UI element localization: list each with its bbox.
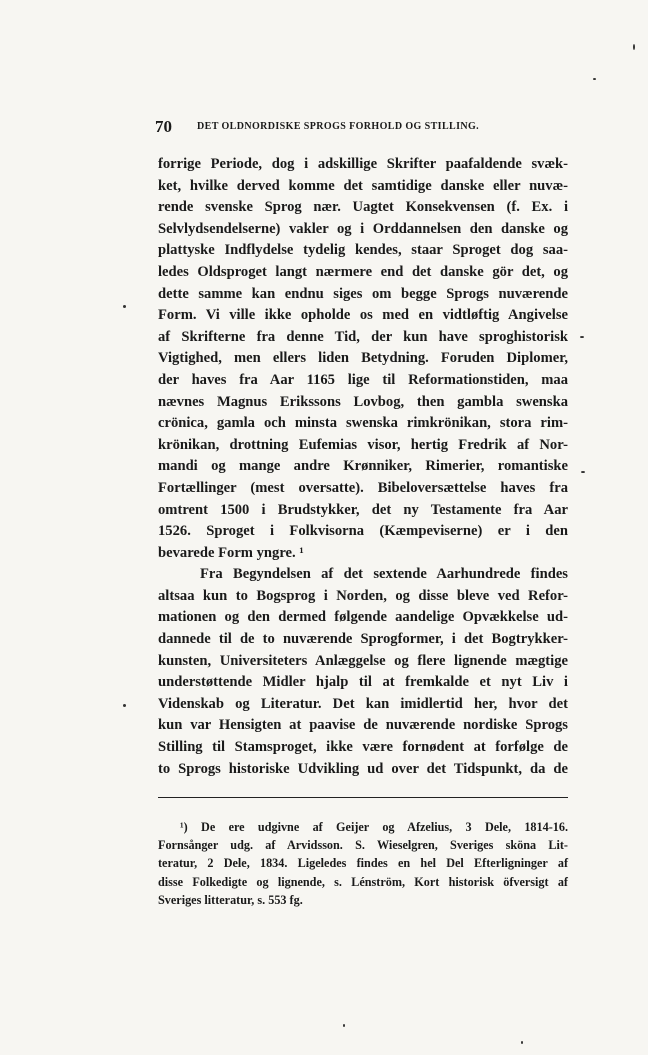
scan-speck: [521, 1041, 523, 1044]
text-line: omtrent 1500 i Brudstykker, det ny Testamente fra Aar: [158, 501, 568, 518]
text-line: nævnes Magnus Erikssons Lovbog, then gambla swenska: [158, 393, 568, 410]
text-line: understøttende Midler hjalp til at fremkalde et nyt Liv i: [158, 674, 568, 691]
page-header: [155, 117, 575, 135]
text-line: der haves fra Aar 1165 lige til Reformationstiden, maa: [158, 371, 568, 388]
text-line: kun var Hensigten at paavise de nuværende nordiske Sprogs: [158, 717, 568, 734]
text-line: mationen og den dermed følgende aandelige Opvækkelse ud-: [158, 609, 568, 626]
text-line: Form. Vi ville ikke opholde os med en vidtløftig Angivelse: [158, 307, 568, 324]
footnote-line: Sveriges litteratur, s. 553 fg.: [158, 892, 303, 907]
text-line: 1526. Sproget i Folkvisorna (Kæmpeviserne) er i den: [158, 523, 568, 540]
text-line: krönikan, drottning Eufemias visor, hertig Fredrik af Nor-: [158, 436, 568, 453]
text-line: mandi og mange andre Krønniker, Rimerier, romantiske: [158, 458, 568, 475]
scan-speck: [123, 704, 126, 707]
text-line: rende svenske Sprog nær. Uagtet Konsekvensen (f. Ex. i: [158, 199, 568, 216]
text-line: forrige Periode, dog i adskillige Skrifter paafaldende svæk-: [158, 156, 568, 172]
footnote-divider: [158, 797, 568, 798]
text-line: dette samme kan endnu siges om begge Sprogs nuværende: [158, 285, 568, 302]
text-line: to Sprogs historiske Udvikling ud over det Tidspunkt, da de: [158, 760, 568, 777]
footnote-line: disse Folkedigte og lignende, s. Lénström, Kort historisk öfversigt af: [158, 874, 568, 889]
text-line: plattyske Indflydelse tydelig kendes, staar Sproget dog saa-: [158, 242, 568, 259]
text-line: dannede til de to nuværende Sprogformer, i det Bogtrykker-: [158, 631, 568, 648]
footnote-line: ¹) De ere udgivne af Geijer og Afzelius, 3 Dele, 1814-16.: [180, 820, 568, 834]
text-line: af Skrifterne fra denne Tid, der kun have sproghistorisk: [158, 328, 568, 345]
text-line: crönica, gamla och minsta swenska rimkrönikan, stora rim-: [158, 415, 568, 432]
scan-speck: [593, 78, 596, 80]
text-line: Selvlydsendelserne) vakler og i Orddannelsen den danske og: [158, 220, 568, 237]
body-text: [158, 154, 568, 780]
footnote-line: teratur, 2 Dele, 1834. Ligeledes findes en hel Del Efterligninger af: [158, 856, 568, 871]
text-line: Stilling til Stamsproget, ikke være fornødent at forfølge de: [158, 739, 568, 756]
scan-speck: [343, 1024, 345, 1027]
text-line: ket, hvilke derved komme det samtidige danske eller nuvæ-: [158, 177, 568, 194]
scan-speck: [123, 305, 126, 308]
footnote-line: Fornsånger udg. af Arvidsson. S. Wieselgren, Sveriges sköna Lit-: [158, 838, 568, 853]
running-title: DET OLDNORDISKE SPROGS FORHOLD OG STILLING.: [197, 121, 480, 132]
scan-speck: [580, 336, 584, 338]
scan-speck: [633, 44, 635, 50]
text-line: Vigtighed, men ellers liden Betydning. Foruden Diplomer,: [158, 350, 568, 367]
scan-speck: [581, 471, 585, 473]
text-line: Fortællinger (mest oversatte). Bibeloversættelse haves fra: [158, 479, 568, 496]
text-line: Videnskab og Literatur. Det kan imidlertid her, hvor det: [158, 695, 568, 712]
text-line: altsaa kun to Bogsprog i Norden, og disse bleve ved Refor-: [158, 587, 568, 604]
text-line: Fra Begyndelsen af det sextende Aarhundrede findes: [200, 566, 568, 583]
footnotes: [158, 818, 568, 909]
text-line: kunsten, Universiteters Anlæggelse og flere lignende mægtige: [158, 652, 568, 669]
text-line: bevarede Form yngre. ¹: [158, 544, 304, 561]
page-number: 70: [155, 117, 172, 136]
text-line: ledes Oldsproget langt nærmere end det danske gör det, og: [158, 263, 568, 280]
